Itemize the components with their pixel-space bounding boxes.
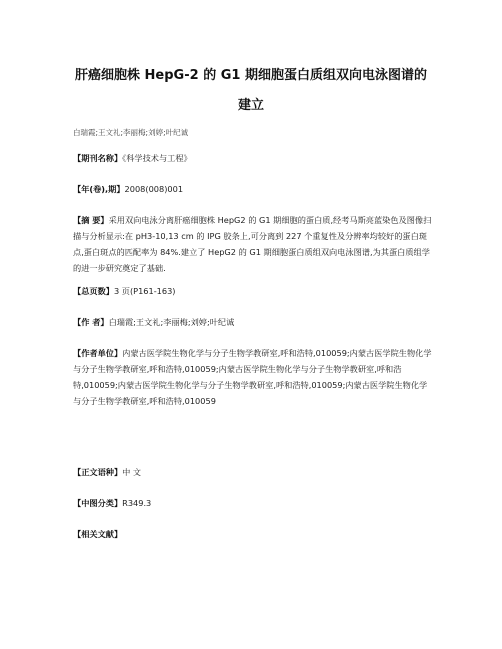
authors-value: 白瑞霞;王文礼;李丽梅;刘婷;叶纪诚: [108, 317, 235, 327]
language-field: [73, 464, 433, 480]
abstract-text: 采用双向电泳分离肝癌细胞株 HepG2 的 G1 期细胞的蛋白质,经考马斯亮蓝染色及图像扫描与分析显示:在 pH3-10,13 cm 的 IPG 胶条上,可分离到 227 个重复性及分辨率均较好的蛋白斑点,蛋白斑点的匹配率为 84%.建立了 HepG2 的 G1 期细胞蛋白质组双向电泳图谱,为其蛋白质组学的进一步研究奠定了基础.: [73, 215, 432, 273]
year-value: 2008(008)001: [124, 184, 184, 194]
authors-label: 【作 者】: [73, 317, 109, 327]
page-count-value: 3 页(P161-163): [113, 286, 176, 296]
author-list: 白瑞霞;王文礼;李丽梅;刘婷;叶纪诚: [73, 128, 189, 137]
language-value: 中 文: [122, 467, 142, 477]
abstract-label: 【摘 要】: [73, 215, 109, 225]
classification-label: 【中图分类】: [73, 498, 123, 508]
page-count-label: 【总页数】: [73, 286, 114, 296]
journal-field: [73, 150, 433, 166]
journal-value: 《科学技术与工程》: [122, 153, 192, 163]
page-count-field: [73, 283, 433, 299]
year-label: 【年(卷),期】: [73, 184, 125, 194]
language-label: 【正文语种】: [73, 467, 123, 477]
classification-value: R349.3: [122, 498, 152, 508]
affiliation-label: 【作者单位】: [73, 348, 123, 358]
journal-label: 【期刊名称】: [73, 153, 123, 163]
paper-title-line-2: 建立: [237, 98, 264, 113]
classification-field: [73, 495, 433, 511]
year-volume-issue-field: [73, 181, 433, 197]
abstract-field: [73, 212, 433, 276]
affiliation-value: 内蒙古医学院生物化学与分子生物学教研室,呼和浩特,010059;内蒙古医学院生物化学与分子生物学教研室,呼和浩特,010059;内蒙古医学院生物化学与分子生物学教研室,呼和浩特,010059;内蒙古医学院生物化学与分子生物学教研室,呼和浩特,010059;内蒙古医学院生物化学与分子生物学教研室,呼和浩特,010059: [73, 348, 432, 406]
paper-title-line-1: 肝癌细胞株 HepG-2 的 G1 期细胞蛋白质组双向电泳图谱的: [75, 68, 427, 83]
affiliation-field: [73, 345, 433, 409]
related-literature-label: 【相关文献】: [73, 529, 123, 539]
related-literature-field: [73, 526, 433, 542]
authors-field: [73, 314, 433, 330]
